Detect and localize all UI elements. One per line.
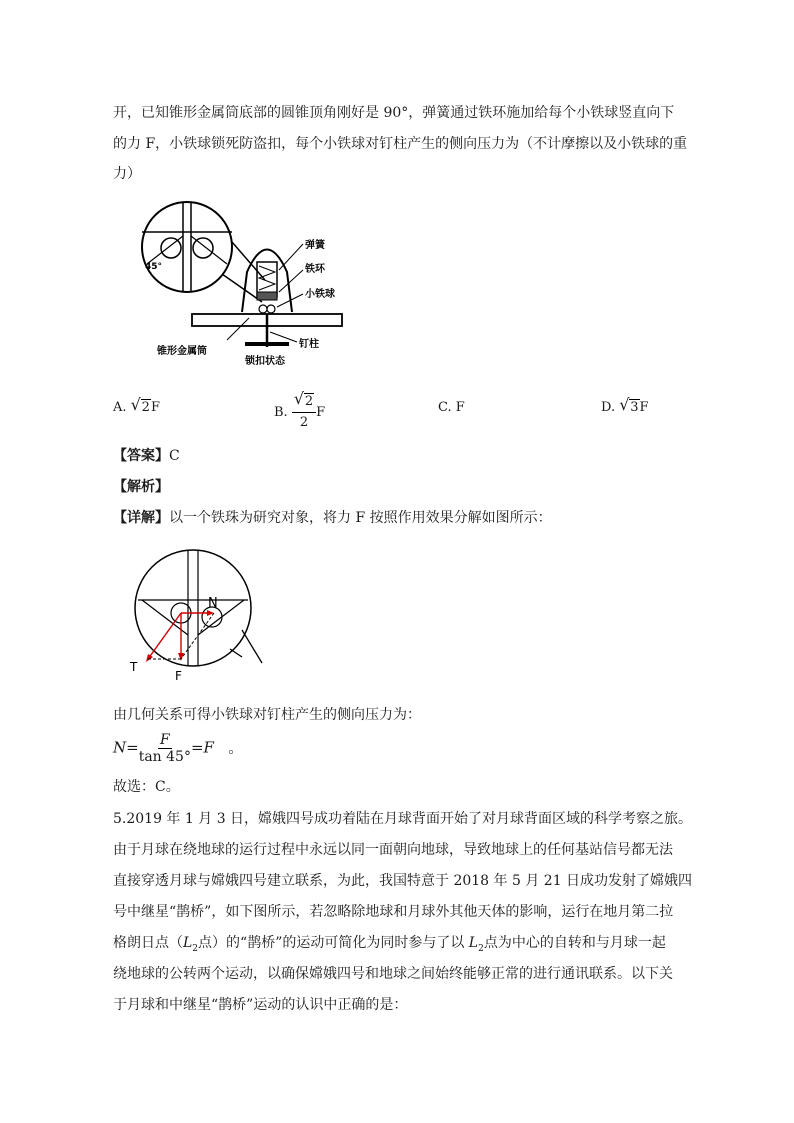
lock-mechanism-figure [137,192,377,367]
q5-line-5-post: 点为中心的自转和与月球一起 [483,935,666,951]
answer-label: 【答案】 [113,448,169,464]
q5-line-5-pre: 格朗日点（ [113,935,183,951]
option-b-letter: B. [274,405,288,420]
q5-line-6: 绕地球的公转两个运动，以确保嫦娥四号和地球之间始终能够正常的进行通讯联系。以下关 [113,966,673,982]
option-b-suffix: F [316,405,326,420]
q5-line-1: 5.2019 年 1 月 3 日，嫦娥四号成功着陆在月球背面开始了对月球背面区域的科学考察之旅。 [113,811,693,827]
q5-line-7: 于月球和中继星“鹊桥”运动的认识中正确的是： [113,997,408,1013]
option-a-suffix: F [150,400,160,415]
label-small-ball: 小铁球 [305,289,335,300]
formula-numerator: F [159,732,170,748]
detail-text: 以一个铁珠为研究对象，将力 F 按照作用效果分解如图所示： [169,510,552,526]
l2-symbol: L [183,935,193,951]
intro-line-3: 力） [113,166,141,182]
option-b-fraction: √ 2 2 [292,392,316,433]
option-d-sqrt: √ 3 [619,395,639,415]
option-d[interactable] [601,395,649,418]
option-c-letter: C. [438,400,452,415]
option-a-letter: A. [113,400,127,415]
option-b-denominator: 2 [299,415,309,430]
intro-line-2: 的力 F，小铁球锁死防盗扣，每个小铁球对钉柱产生的侧向压力为（不计摩擦以及小铁球的重 [113,136,688,152]
formula-end: 。 [228,738,244,757]
formula-fraction [139,732,191,765]
label-pin: 钉柱 [299,339,319,350]
label-cone-tube: 锥形金属筒 [157,346,207,357]
option-b-numerator: 2 [304,394,314,409]
option-d-letter: D. [601,400,616,415]
option-d-suffix: F [639,400,649,415]
option-a[interactable] [113,395,160,418]
detail-line [113,508,552,528]
force-label-T: T [130,660,138,674]
q5-line-5-mid: 点）的“鹊桥”的运动可简化为同时参与了以 [198,935,469,951]
force-label-N: N [208,596,218,611]
label-spring: 弹簧 [305,240,325,251]
answer-value: C [169,448,180,464]
q5-line-2: 由于月球在绕地球的运行过程中永远以同一面朝向地球，导致地球上的任何基站信号都无法 [113,842,673,858]
force-decomposition-figure [130,545,270,685]
label-iron-ring: 铁环 [305,264,325,275]
l2-subscript-2: 2 [478,943,484,954]
choose-line: 故选：C。 [113,779,180,795]
l2-symbol-2: L [468,935,479,951]
formula-denominator: tan 45° [138,749,191,765]
option-c-text: F [455,400,465,415]
label-lock-state: 锁扣状态 [245,356,285,367]
option-a-sqrt: √ 2 [130,395,150,415]
answer-line [113,446,180,466]
l2-subscript: 2 [192,943,199,954]
force-label-F: F [175,669,182,683]
angle-45-label: 45° [145,262,163,272]
analysis-label: 【解析】 [113,479,169,495]
formula-rhs: F [203,738,214,757]
option-b[interactable] [274,389,326,433]
q5-line-4: 号中继星“鹊桥”，如下图所示，若忽略除地球和月球外其他天体的影响，运行在地月第二拉 [113,904,674,920]
geometry-line: 由几何关系可得小铁球对钉柱产生的侧向压力为： [113,707,421,723]
formula-lhs: N [113,738,127,757]
option-c[interactable] [438,398,465,418]
formula-N: N= $\frac{F}{\tan 45^\circ}$ =F 。 [113,732,244,765]
detail-label: 【详解】 [113,510,169,526]
q5-line-3: 直接穿透月球与嫦娥四号建立联系，为此，我国特意于 2018 年 5 月 21 日成功发射了嫦娥四 [113,873,693,889]
q5-line-5 [113,933,666,959]
intro-line-1: 开，已知锥形金属筒底部的圆锥顶角刚好是 90°，弹簧通过铁环施加给每个小铁球竖直向下 [113,105,675,121]
